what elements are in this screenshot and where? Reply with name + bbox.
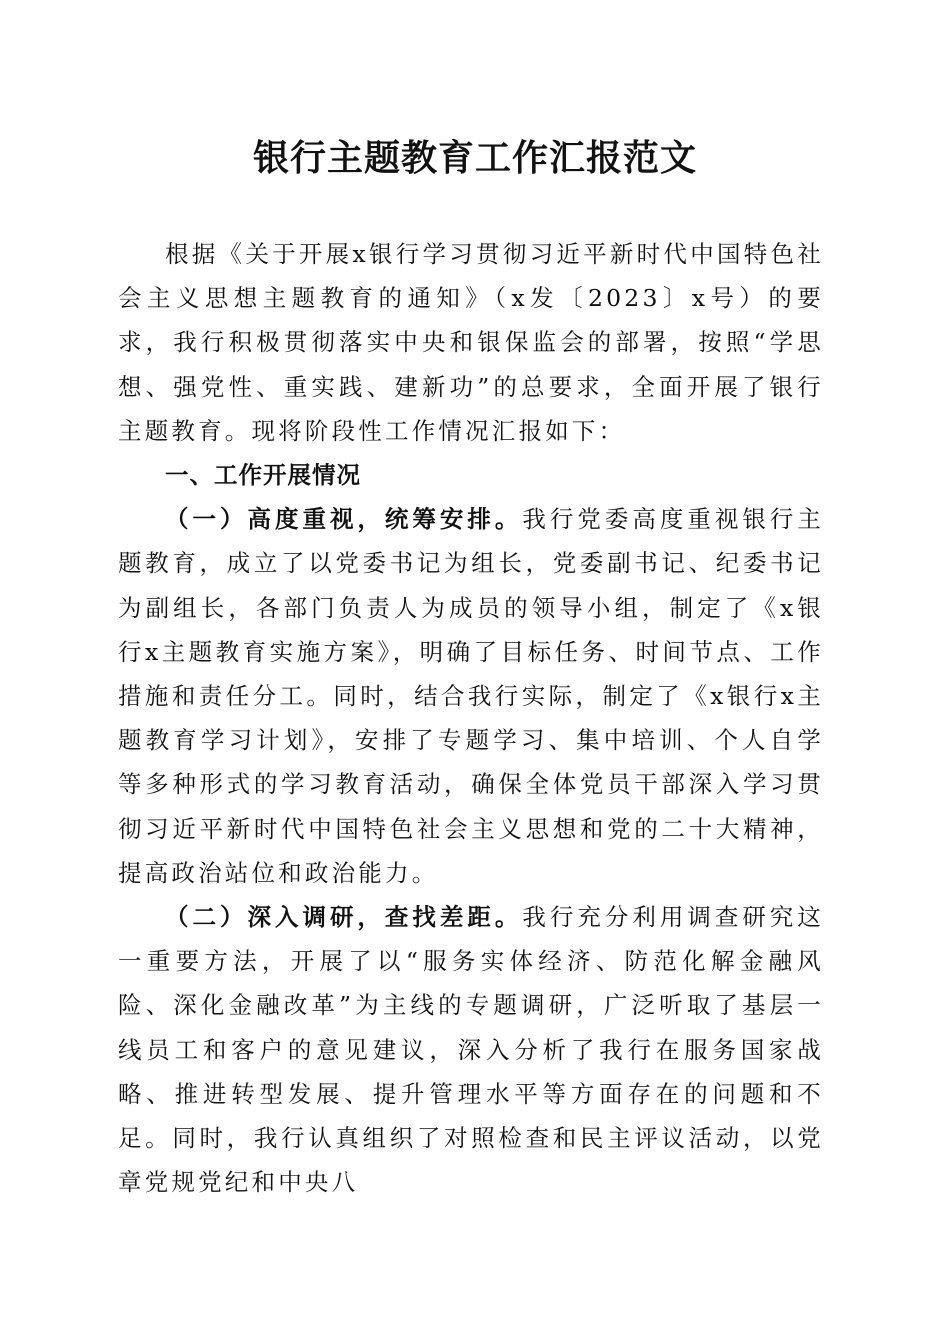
- item-text-2: 我行充分利用调查研究这一重要方法，开展了以“服务实体经济、防范化解金融风险、深化金融改革”为主线的专题调研，广泛听取了基层一线员工和客户的意见建议，深入分析了我行在服务国家战略、推进转型发展、提升管理水平等方面存在的问题和不足。同时，我行认真组织了对照检查和民主评议活动，以党章党规党纪和中央八: [118, 903, 824, 1197]
- document-title: 银行主题教育工作汇报范文: [252, 137, 697, 179]
- item-heading-1: （一）高度重视，统筹安排。: [165, 505, 523, 534]
- item-heading-2: （二）深入调研，查找差距。: [165, 903, 523, 932]
- item-paragraph-1: [118, 497, 824, 895]
- document-body: [118, 232, 824, 1204]
- item-text-1: 我行党委高度重视银行主题教育，成立了以党委书记为组长，党委副书记、纪委书记为副组长，各部门负责人为成员的领导小组，制定了《x银行x主题教育实施方案》，明确了目标任务、时间节点、工作措施和责任分工。同时，结合我行实际，制定了《x银行x主题教育学习计划》，安排了专题学习、集中培训、个人自学等多种形式的学习教育活动，确保全体党员干部深入学习贯彻习近平新时代中国特色社会主义思想和党的二十大精神，提高政治站位和政治能力。: [118, 505, 824, 887]
- intro-paragraph: 根据《关于开展x银行学习贯彻习近平新时代中国特色社会主义思想主题教育的通知》（x发〔2023〕x号）的要求，我行积极贯彻落实中央和银保监会的部署，按照“学思想、强党性、重实践、建新功”的总要求，全面开展了银行主题教育。现将阶段性工作情况汇报如下：: [118, 240, 824, 445]
- section-heading-work-status: 一、工作开展情况: [165, 461, 361, 490]
- item-paragraph-2: [118, 895, 824, 1204]
